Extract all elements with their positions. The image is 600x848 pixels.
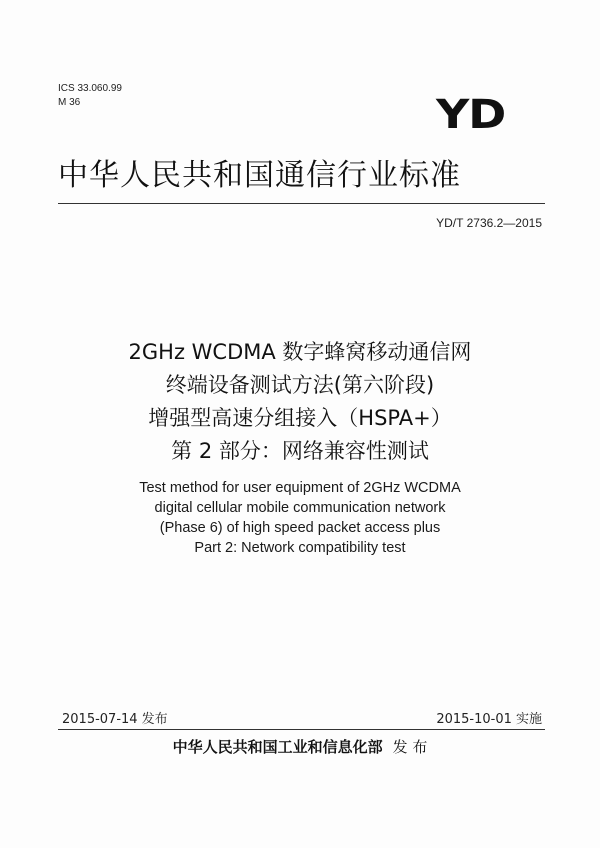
english-title-line: (Phase 6) of high speed packet access plus (159, 520, 441, 536)
publisher-line (0, 736, 600, 757)
publisher-name: 中华人民共和国工业和信息化部 (172, 738, 383, 756)
implementation-date: 2015-10-01 实施 (436, 712, 542, 727)
classification-codes (58, 82, 122, 110)
issue-date: 2015-07-14 发布 (62, 712, 168, 727)
top-divider (58, 203, 545, 204)
yd-logo: YD (436, 92, 506, 138)
chinese-title (0, 336, 600, 468)
chinese-title-line: 增强型高速分组接入（HSPA+） (148, 406, 452, 430)
english-title-line: Test method for user equipment of 2GHz WCDMA (139, 480, 461, 496)
ics-code: ICS 33.060.99 (58, 83, 122, 94)
chinese-title-line: 第 2 部分：网络兼容性测试 (171, 439, 429, 463)
standard-category-title: 中华人民共和国通信行业标准 (58, 158, 461, 193)
english-title-line: digital cellular mobile communication network (154, 500, 446, 516)
ccs-code: M 36 (58, 97, 81, 108)
chinese-title-line: 终端设备测试方法(第六阶段) (165, 373, 435, 397)
chinese-title-line: 2GHz WCDMA 数字蜂窝移动通信网 (128, 340, 472, 364)
english-title (0, 478, 600, 558)
standard-number: YD/T 2736.2—2015 (436, 216, 542, 230)
publisher-issue-label: 发 布 (392, 738, 428, 756)
english-title-line: Part 2: Network compatibility test (194, 540, 406, 556)
bottom-divider (58, 729, 545, 730)
